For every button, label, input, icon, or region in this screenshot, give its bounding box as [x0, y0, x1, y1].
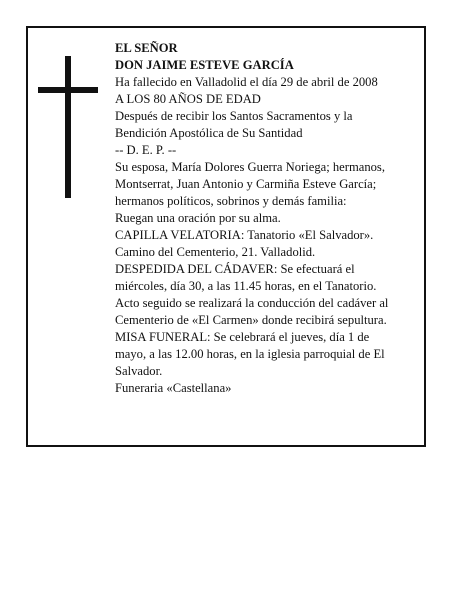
- mass-line-2: mayo, a las 12.00 horas, en la iglesia parroquial de El: [115, 347, 385, 361]
- notice-text: [115, 40, 417, 397]
- sacraments-line-2: Bendición Apostólica de Su Santidad: [115, 126, 303, 140]
- notice-title-line-1: EL SEÑOR: [115, 41, 178, 55]
- funeral-home-line: Funeraria «Castellana»: [115, 381, 232, 395]
- burial-line-2: Cementerio de «El Carmen» donde recibirá sepultura.: [115, 313, 387, 327]
- family-line-2: Montserrat, Juan Antonio y Carmiña Esteve García;: [115, 177, 377, 191]
- farewell-line-2: miércoles, día 30, a las 11.45 horas, en el Tanatorio.: [115, 279, 377, 293]
- obituary-notice: [26, 26, 426, 447]
- chapel-line-1: CAPILLA VELATORIA: Tanatorio «El Salvador».: [115, 228, 374, 242]
- death-line: Ha fallecido en Valladolid el día 29 de abril de 2008: [115, 75, 378, 89]
- family-line-3: hermanos políticos, sobrinos y demás familia:: [115, 194, 347, 208]
- farewell-line-1: DESPEDIDA DEL CÁDAVER: Se efectuará el: [115, 262, 355, 276]
- dep-line: -- D. E. P. --: [115, 143, 177, 157]
- cross-horizontal-bar: [38, 87, 98, 93]
- mass-line-3: Salvador.: [115, 364, 163, 378]
- age-line: A LOS 80 AÑOS DE EDAD: [115, 92, 261, 106]
- sacraments-line-1: Después de recibir los Santos Sacramentos y la: [115, 109, 353, 123]
- cross-icon: [28, 28, 29, 29]
- prayer-line: Ruegan una oración por su alma.: [115, 211, 281, 225]
- chapel-line-2: Camino del Cementerio, 21. Valladolid.: [115, 245, 316, 259]
- mass-line-1: MISA FUNERAL: Se celebrará el jueves, día 1 de: [115, 330, 370, 344]
- family-line-1: Su esposa, María Dolores Guerra Noriega; hermanos,: [115, 160, 385, 174]
- burial-line-1: Acto seguido se realizará la conducción del cadáver al: [115, 296, 389, 310]
- cross-vertical-bar: [65, 56, 71, 198]
- notice-title-line-2: DON JAIME ESTEVE GARCÍA: [115, 58, 294, 72]
